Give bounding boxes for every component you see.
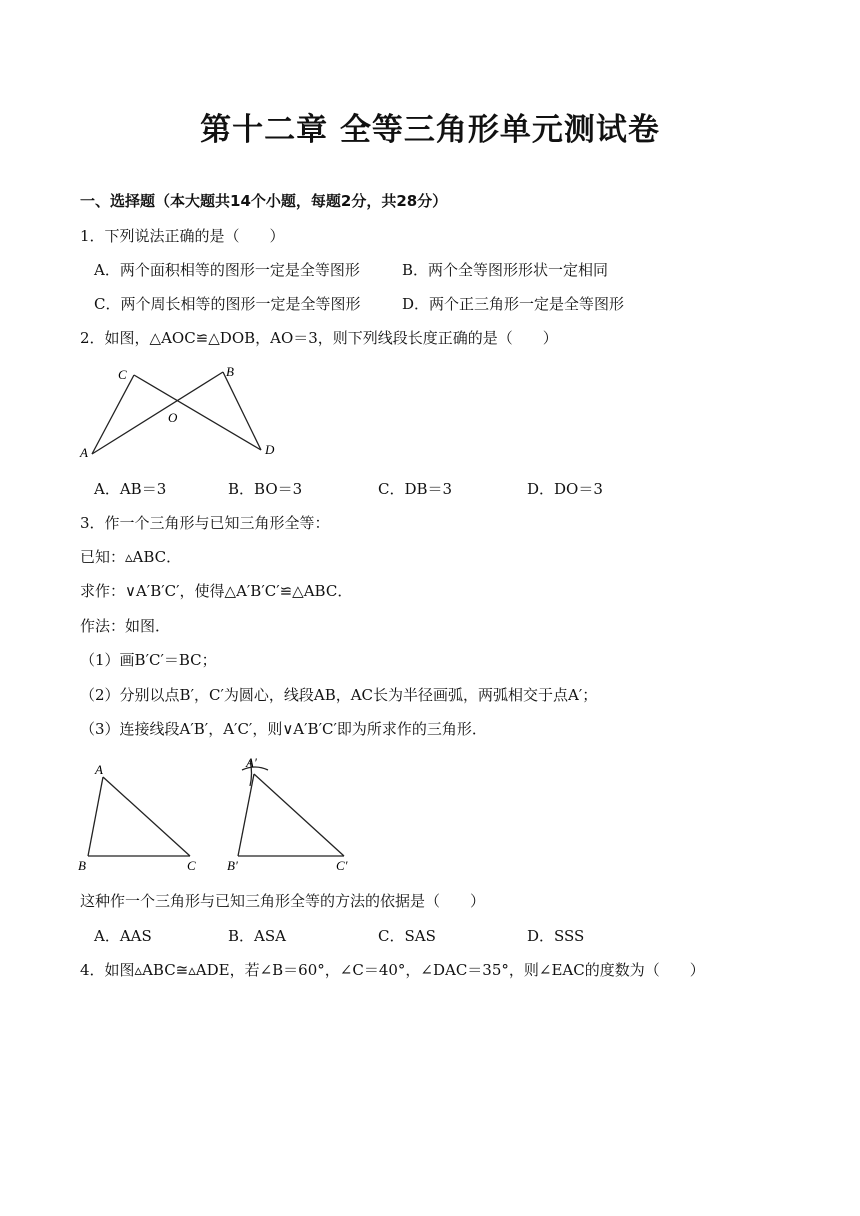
label-b: B — [226, 364, 234, 379]
segment-cd — [134, 375, 261, 450]
section-heading: 一、选择题（本大题共14个小题，每题2分，共28分） — [80, 192, 448, 210]
label-a-prime: A′ — [246, 756, 257, 770]
question-3-option-c: C．SAS — [378, 927, 436, 945]
question-3-option-d: D．SSS — [527, 927, 585, 945]
label-b: B — [78, 858, 86, 873]
question-1-option-c: C．两个周长相等的图形一定是全等图形 — [94, 295, 361, 313]
question-3-require: 求作：∨A′B′C′，使得△A′B′C′≌△ABC． — [80, 582, 353, 600]
question-3-figure — [74, 756, 364, 876]
segment-a2b2 — [238, 774, 254, 856]
question-3-step-1: （1）画B′C′＝BC； — [80, 651, 217, 669]
question-3-step-3: （3）连接线段A′B′，A′C′，则∨A′B′C′即为所求作的三角形． — [80, 720, 487, 738]
question-3-question: 这种作一个三角形与已知三角形全等的方法的依据是（ ） — [80, 892, 486, 910]
question-2-option-a: A．AB＝3 — [94, 480, 167, 498]
question-3-known: 已知：▵ABC． — [80, 548, 182, 566]
segment-ab — [88, 777, 103, 856]
question-2-option-c: C．DB＝3 — [378, 480, 453, 498]
page-title: 第十二章 全等三角形单元测试卷 — [200, 112, 660, 148]
question-2-option-d: D．DO＝3 — [527, 480, 603, 498]
question-1-option-d: D．两个正三角形一定是全等图形 — [402, 295, 625, 313]
label-o: O — [168, 410, 178, 425]
segment-ab — [92, 372, 223, 454]
label-a: A — [80, 445, 88, 460]
label-d: D — [265, 442, 275, 457]
label-c: C — [118, 367, 127, 382]
question-3-stem: 3．作一个三角形与已知三角形全等： — [80, 514, 330, 532]
label-c: C — [187, 858, 196, 873]
label-a: A — [95, 762, 103, 777]
question-2-figure — [70, 360, 290, 465]
label-b-prime: B′ — [227, 858, 238, 873]
question-3-method: 作法：如图． — [80, 617, 171, 635]
segment-a2c2 — [254, 774, 344, 856]
question-2-option-b: B．BO＝3 — [228, 480, 303, 498]
question-3-option-a: A．AAS — [94, 927, 152, 945]
question-4-stem: 4．如图▵ABC≅▵ADE，若∠B＝60°，∠C＝40°，∠DAC＝35°，则∠EAC的度数为（ ） — [80, 961, 705, 979]
question-3-option-b: B．ASA — [228, 927, 286, 945]
question-1-option-a: A．两个面积相等的图形一定是全等图形 — [94, 261, 360, 279]
question-3-step-2: （2）分别以点B′，C′为圆心，线段AB，AC长为半径画弧，两弧相交于点A′； — [80, 686, 598, 704]
segment-ac — [103, 777, 190, 856]
question-1-stem: 1．下列说法正确的是（ ） — [80, 227, 285, 245]
segment-ac — [92, 375, 134, 454]
label-c-prime: C′ — [336, 858, 348, 873]
question-1-option-b: B．两个全等图形形状一定相同 — [402, 261, 609, 279]
question-2-stem: 2．如图，△AOC≌△DOB，AO＝3，则下列线段长度正确的是（ ） — [80, 329, 558, 347]
